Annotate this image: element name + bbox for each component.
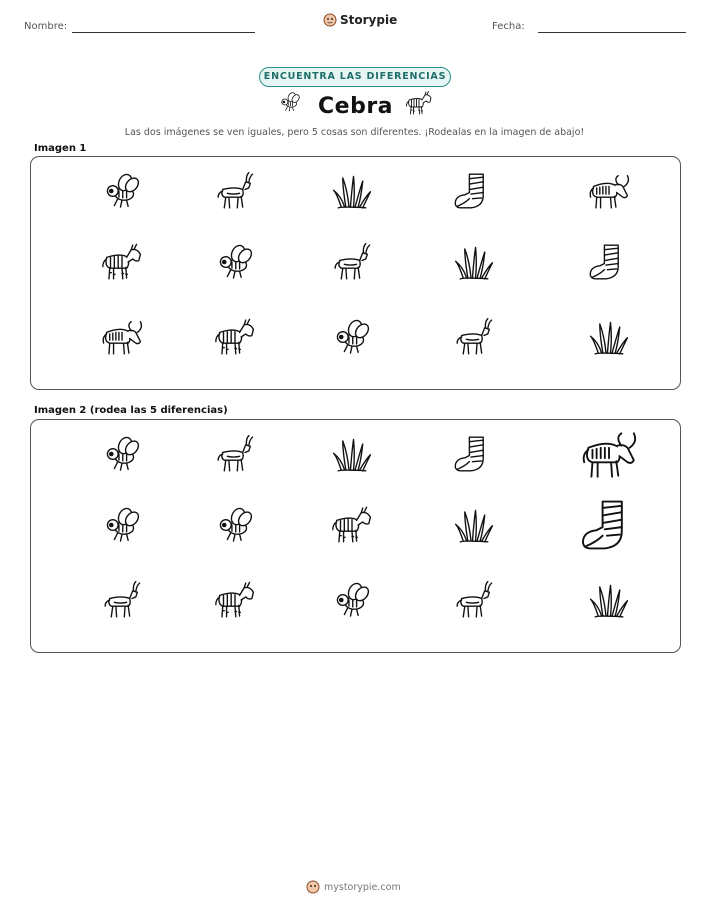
image2-gazelle-icon[interactable] <box>212 434 258 474</box>
brand-logo <box>323 13 397 27</box>
storypie-footer-icon <box>306 880 320 894</box>
date-line[interactable] <box>538 32 686 33</box>
image2-grass-icon[interactable] <box>451 505 497 545</box>
image1-fly-icon <box>329 317 375 357</box>
image2-fly-icon[interactable] <box>329 580 375 620</box>
image2-zebra-icon[interactable] <box>212 580 258 620</box>
image2-fly-icon[interactable] <box>212 505 258 545</box>
brand-name: Storypie <box>340 13 398 27</box>
image1-wildebeest-icon <box>99 317 145 357</box>
image1-grass-icon <box>329 171 375 211</box>
name-line[interactable] <box>72 32 255 33</box>
activity-badge: ENCUENTRA LAS DIFERENCIAS <box>259 67 451 87</box>
image2-grass-icon[interactable] <box>586 580 632 620</box>
image1-sock-icon <box>451 171 497 211</box>
image2-fly-icon[interactable] <box>99 434 145 474</box>
image1-grass-icon <box>451 242 497 282</box>
image1-fly-icon <box>99 171 145 211</box>
image2-zebra-icon[interactable] <box>329 505 375 545</box>
image1-gazelle-icon <box>451 317 497 357</box>
image1-wildebeest-icon <box>586 171 632 211</box>
instructions: Las dos imágenes se ven iguales, pero 5 cosas son diferentes. ¡Rodealas en la imagen de abajo! <box>124 127 585 138</box>
image2-wildebeest-icon[interactable] <box>578 427 640 481</box>
title-zebra-icon <box>404 90 434 120</box>
title-fly-icon <box>277 90 303 118</box>
image2-grass-icon[interactable] <box>329 434 375 474</box>
image1-gazelle-icon <box>329 242 375 282</box>
image1-zebra-icon <box>212 317 258 357</box>
footer-url[interactable]: mystorypie.com <box>324 881 401 893</box>
image1-gazelle-icon <box>212 171 258 211</box>
image1-zebra-icon <box>99 242 145 282</box>
footer <box>306 880 401 894</box>
image2-gazelle-icon[interactable] <box>451 580 497 620</box>
image1-label: Imagen 1 <box>34 143 87 154</box>
image1-fly-icon <box>212 242 258 282</box>
image2-fly-icon[interactable] <box>99 505 145 545</box>
name-label: Nombre: <box>24 21 68 32</box>
page-title: Cebra <box>318 94 394 119</box>
image1-panel <box>30 156 681 390</box>
image2-label: Imagen 2 (rodea las 5 diferencias) <box>34 405 228 416</box>
image2-gazelle-icon[interactable] <box>99 580 145 620</box>
image2-panel[interactable] <box>30 419 681 653</box>
image1-sock-icon <box>586 242 632 282</box>
date-label: Fecha: <box>492 21 525 32</box>
image2-sock-icon[interactable] <box>451 434 497 474</box>
storypie-logo-icon <box>323 13 337 27</box>
image2-sock-icon[interactable] <box>577 497 641 553</box>
image1-grass-icon <box>586 317 632 357</box>
